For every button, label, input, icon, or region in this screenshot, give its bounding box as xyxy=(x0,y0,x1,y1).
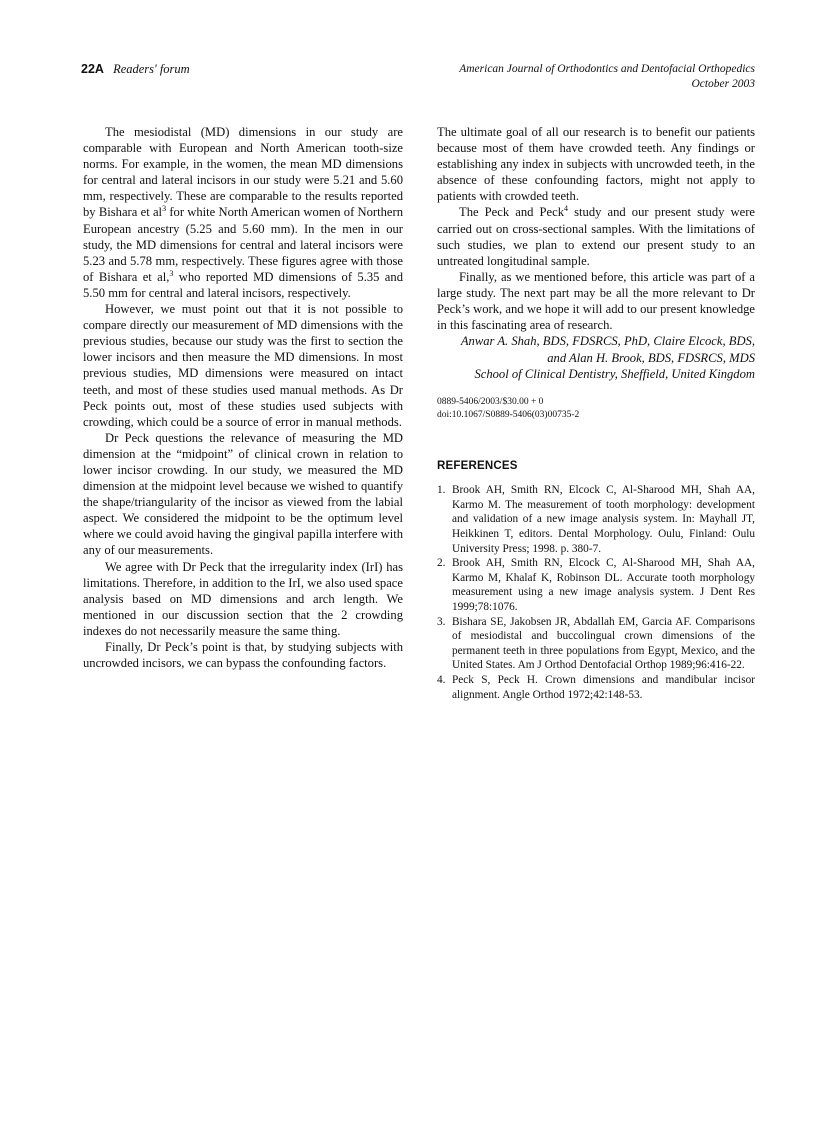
citation-superscript: 4 xyxy=(564,204,569,214)
left-column xyxy=(83,124,403,671)
reference-item xyxy=(437,615,755,673)
paragraph: Finally, Dr Peck’s point is that, by studying subjects with uncrowded incisors, we can bypass the confounding factors. xyxy=(83,640,403,671)
reference-text: Peck S, Peck H. Crown dimensions and mandibular incisor alignment. Angle Orthod 1972;42:148-53. xyxy=(452,673,755,701)
paragraph: We agree with Dr Peck that the irregularity index (IrI) has limitations. Therefore, in addition to the IrI, we also used space analysis based on MD dimensions and arch length. We mentioned in our discussion section that the 2 crowding indexes do not necessarily measure the same thing. xyxy=(83,559,403,638)
issue-date: October 2003 xyxy=(691,78,755,90)
paragraph: Dr Peck questions the relevance of measuring the MD dimension at the “midpoint” of clinical crown in relation to lower incisor crowding. In our study, we measured the MD dimension at the midpoint level because we wished to quantify the shape/triangularity of the incisor as viewed from the labial aspect. We considered the midpoint to be the optimum level where we could avoid having the gingival papilla interfere with any of our measurements. xyxy=(83,430,403,558)
page-number: 22A xyxy=(81,62,104,76)
reference-item xyxy=(437,483,755,556)
paragraph-text: who reported MD dimensions of 5.35 and 5.50 mm for central and lateral incisors, respectively. xyxy=(83,269,403,300)
reference-number: 3. xyxy=(437,615,446,628)
paragraph-text: The mesiodistal (MD) dimensions in our study are comparable with European and North American tooth-size norms. For example, in the women, the mean MD dimensions for central and lateral incisors in our study were 5.21 and 5.60 mm, respectively. These are comparable to the results reported by Bishara et al xyxy=(83,125,403,220)
paragraph: The ultimate goal of all our research is to benefit our patients because most of them have crowded teeth. Any findings or establishing any index in subjects with uncrowded teeth, in the absence of these confounding factors, might not apply to patients with crowded teeth. xyxy=(437,125,755,204)
running-header-right xyxy=(459,62,755,92)
journal-title: American Journal of Orthodontics and Dentofacial Orthopedics xyxy=(459,63,755,75)
reference-item xyxy=(437,673,755,702)
citation-superscript: 3 xyxy=(162,204,167,214)
reference-item xyxy=(437,556,755,614)
author-affiliation: School of Clinical Dentistry, Sheffield, United Kingdom xyxy=(474,366,755,381)
doi: doi:10.1067/S0889-5406(03)00735-2 xyxy=(437,410,580,421)
article-meta xyxy=(437,396,755,422)
reference-number: 2. xyxy=(437,557,446,570)
paragraph xyxy=(83,124,403,301)
reference-text: Brook AH, Smith RN, Elcock C, Al-Sharood MH, Shah AA, Karmo M, Khalaf K, Robinson DL. Accurate tooth morphology measurement using a new image analysis system. J Dent Res 1999;78:1076. xyxy=(452,557,755,613)
citation-superscript: 3 xyxy=(169,268,174,278)
reference-number: 1. xyxy=(437,484,446,497)
references-list xyxy=(437,483,755,702)
running-header-left xyxy=(81,62,190,77)
section-name: Readers' forum xyxy=(113,62,190,76)
paragraph-text: The Peck and Peck xyxy=(459,205,565,220)
signature-line-1: Anwar A. Shah, BDS, FDSRCS, PhD, Claire Elcock, BDS, xyxy=(460,334,755,349)
reference-text: Brook AH, Smith RN, Elcock C, Al-Sharood MH, Shah AA, Karmo M. The measurement of tooth morphology: development and validation of a new image analysis system. In: Mayhall JT, Heikkinen T, editors. Dental Morphology. Oulu, Finland: Oulu University Press; 1998. p. 380-7. xyxy=(452,484,755,555)
signature-line-2: and Alan H. Brook, BDS, FDSRCS, MDS xyxy=(547,350,755,365)
paragraph xyxy=(437,204,755,268)
paragraph: Finally, as we mentioned before, this article was part of a large study. The next part may be all the more relevant to Dr Peck’s work, and we hope it will add to our present knowledge in this fascinating area of research. xyxy=(437,269,755,333)
author-signature xyxy=(437,333,755,382)
references-heading: REFERENCES xyxy=(437,460,518,473)
issn-price: 0889-5406/2003/$30.00 + 0 xyxy=(437,397,544,408)
paragraph-text: for white North American women of Northern European ancestry (5.25 and 5.60 mm). In the men in our study, the MD dimensions for central and lateral incisors were 5.23 and 5.78 mm, respectively. These figures agree with those of Bishara et al, xyxy=(83,205,403,284)
paragraph-text: study and our present study were carried out on cross-sectional samples. With the limitations of such studies, we plan to extend our present study to an untreated longitudinal sample. xyxy=(437,205,756,268)
reference-text: Bishara SE, Jakobsen JR, Abdallah EM, Garcia AF. Comparisons of mesiodistal and buccolingual crown dimensions of the permanent teeth in three populations from Egypt, Mexico, and the United States. Am J Orthod Dentofacial Orthop 1989;96:416-22. xyxy=(452,615,755,672)
right-column xyxy=(437,124,755,702)
reference-number: 4. xyxy=(437,673,446,686)
paragraph: However, we must point out that it is not possible to compare directly our measurement of MD dimensions with the previous studies, because our study was the first to section the lower incisors and then measure the MD dimensions. In most previous studies, MD dimensions were measured on intact teeth, and most of these studies used manual methods. As Dr Peck points out, most of these studies used subjects with crowding, which could be a source of error in manual methods. xyxy=(83,302,403,429)
